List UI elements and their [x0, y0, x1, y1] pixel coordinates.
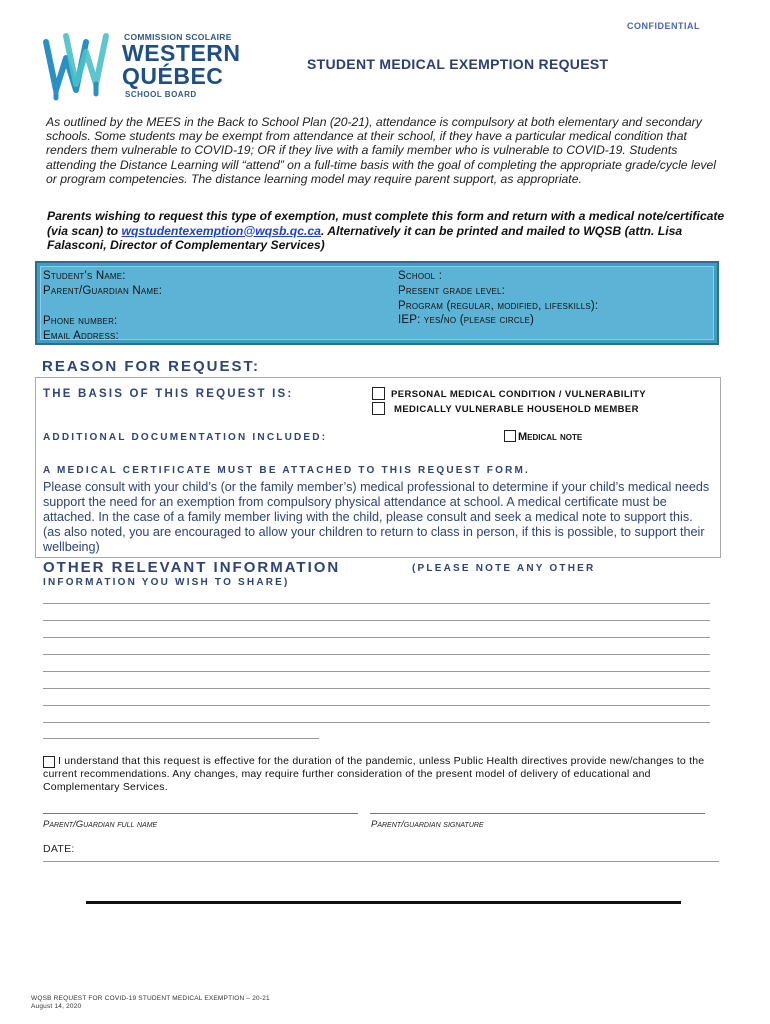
student-info-box [35, 261, 719, 345]
school-board-logo [42, 28, 262, 102]
logo-line-1: COMMISSION SCOLAIRE [124, 32, 232, 42]
write-line[interactable] [43, 654, 710, 655]
intro-paragraph: As outlined by the MEES in the Back to School Plan (20-21), attendance is compulsory at both elementary and secondary schools. Some students may be exempt from attendance at their school, if they have a particular medical condition that renders them vulnerable to COVID-19; OR if they live with a family member who is vulnerable to COVID-19. Students attending the Distance Learning will “attend” on a full-time basis with the goal of completing the appropriate grade/cycle level or program competencies. The distance learning model may require parent support, as appropriate. [46, 115, 717, 186]
full-name-line[interactable] [43, 813, 358, 814]
footer-title: WQSB REQUEST FOR COVID-19 STUDENT MEDICAL EXEMPTION – 20-21 [31, 995, 270, 1002]
iep-field[interactable]: IEP: yes/no (please circle) [398, 314, 535, 326]
signature-line[interactable] [370, 813, 705, 814]
parent-name-field[interactable]: Parent/Guardian Name: [43, 285, 163, 297]
signature-label: Parent/guardian signature [371, 819, 484, 830]
divider-rule [86, 901, 681, 904]
medical-consult-paragraph: Please consult with your child’s (or the family member’s) medical professional to determine if your child’s medical needs support the need for an exemption from compulsory physical attendance at school. A medical certificate must be attached. In the case of a family member living with the child, please consult and seek a medical note to support this. (as also noted, you are encouraged to allow your children to return to class in person, if this is possible, to support their wellbeing) [43, 480, 710, 555]
exemption-email-link[interactable]: wqstudentexemption@wqsb.qc.ca [121, 223, 321, 238]
logo-line-4: SCHOOL BOARD [125, 90, 197, 99]
write-line[interactable] [43, 637, 710, 638]
medical-note-checkbox[interactable] [504, 430, 516, 442]
write-line[interactable] [43, 705, 710, 706]
student-name-field[interactable]: Student's Name: [43, 270, 126, 282]
other-info-note-1: (PLEASE NOTE ANY OTHER [412, 563, 596, 574]
write-line[interactable] [43, 722, 710, 723]
school-field[interactable]: School : [398, 270, 443, 282]
instruction-text-before: Parents wishing to request this type of exemption, must complete this form and return with a medical note/certificate (via scan) to [47, 209, 725, 238]
email-field[interactable]: Email Address: [43, 330, 119, 342]
program-field[interactable]: Program (regular, modified, lifeskills): [398, 300, 599, 312]
write-line[interactable] [43, 620, 710, 621]
phone-field[interactable]: Phone number: [43, 315, 118, 327]
additional-doc-label: ADDITIONAL DOCUMENTATION INCLUDED: [43, 432, 328, 443]
personal-condition-label: PERSONAL MEDICAL CONDITION / VULNERABILITY [391, 389, 647, 400]
household-member-checkbox[interactable] [372, 402, 385, 415]
reason-heading: REASON FOR REQUEST: [42, 358, 261, 375]
instruction-paragraph [47, 209, 727, 253]
medical-note-label: Medical note [518, 431, 583, 443]
logo-line-2: WESTERN [122, 40, 241, 66]
date-line[interactable] [43, 861, 719, 862]
student-info-box-inner [40, 266, 714, 340]
certificate-required-label: A MEDICAL CERTIFICATE MUST BE ATTACHED TO THIS REQUEST FORM. [43, 465, 530, 476]
grade-field[interactable]: Present grade level: [398, 285, 506, 297]
acknowledgement-text [43, 755, 719, 794]
instruction-text-after: . Alternatively it can be printed and mailed to WQSB (attn. Lisa Falasconi, Director of Complementary Services) [47, 223, 683, 252]
write-line[interactable] [43, 688, 710, 689]
write-line[interactable] [43, 738, 319, 739]
write-line[interactable] [43, 603, 710, 604]
other-info-heading: OTHER RELEVANT INFORMATION [43, 559, 341, 576]
document-title: STUDENT MEDICAL EXEMPTION REQUEST [307, 56, 609, 72]
wqsb-logo-icon [42, 28, 118, 102]
footer-date: August 14, 2020 [31, 1003, 82, 1010]
logo-line-3: QUÉBEC [122, 63, 224, 89]
write-line[interactable] [43, 671, 710, 672]
personal-condition-checkbox[interactable] [372, 387, 385, 400]
acknowledgement-body: I understand that this request is effective for the duration of the pandemic, unless Public Health directives provide new/changes to the current recommendations. Any changes, may require further consideration of the present model of delivery of educational and Complementary Services. [43, 755, 705, 793]
household-member-label: MEDICALLY VULNERABLE HOUSEHOLD MEMBER [394, 404, 639, 415]
full-name-label: Parent/Guardian full name [43, 819, 158, 830]
confidential-label: CONFIDENTIAL [627, 21, 700, 31]
date-label: DATE: [43, 843, 75, 855]
other-info-note-2: INFORMATION YOU WISH TO SHARE) [43, 577, 290, 588]
basis-label: THE BASIS OF THIS REQUEST IS: [43, 388, 294, 400]
